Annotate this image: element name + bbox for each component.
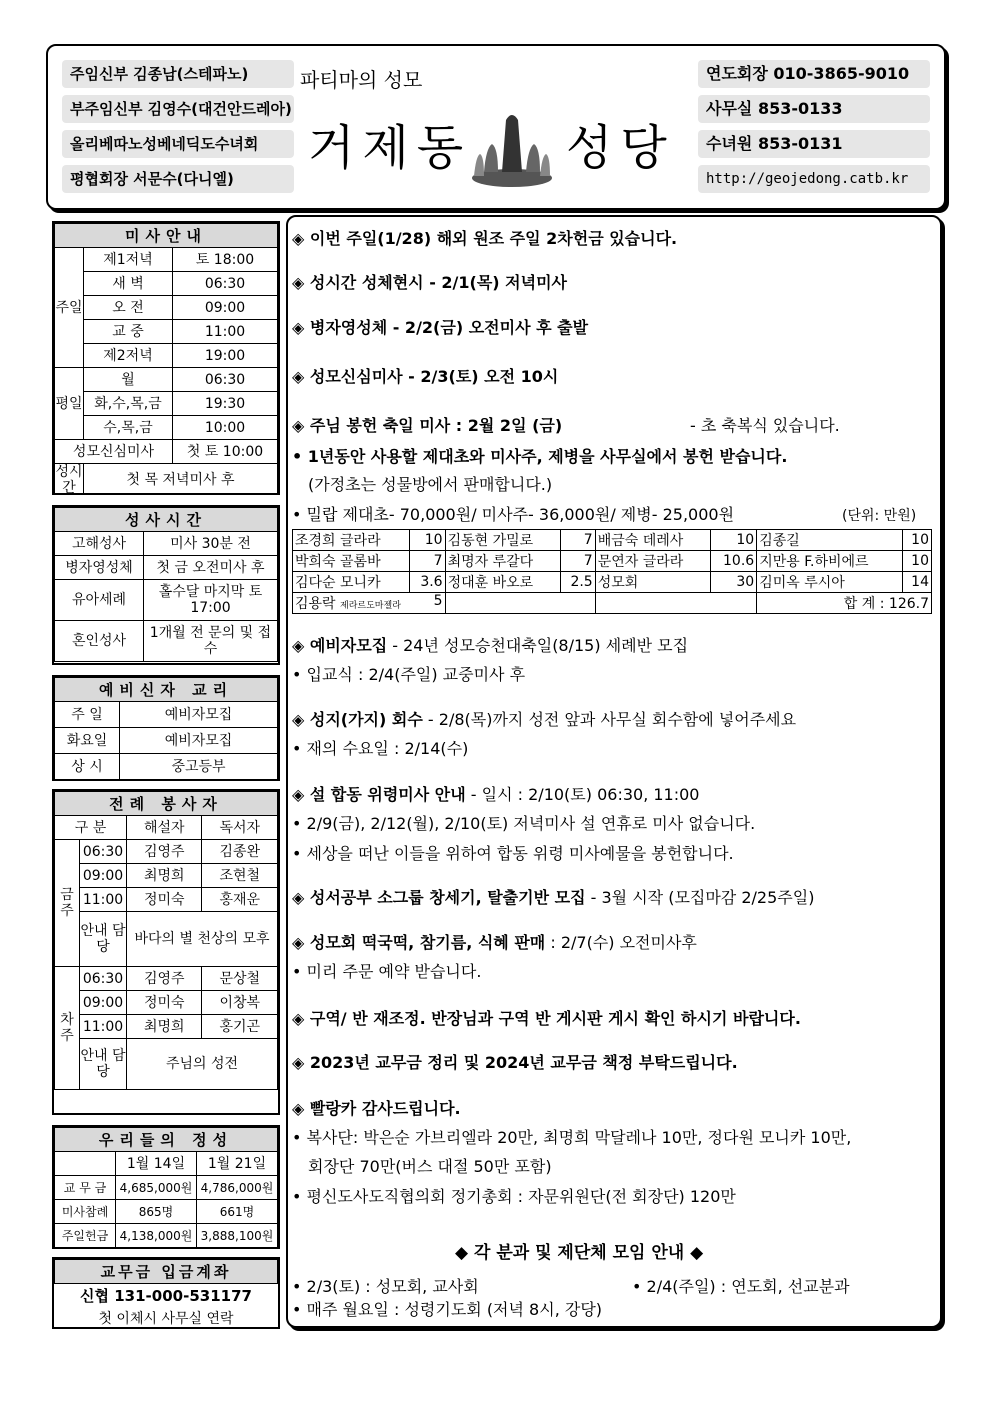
- liturgy-commentator: 최명희: [127, 864, 202, 888]
- notice-entrance-rite: • 입교식 : 2/4(주일) 교중미사 후: [292, 665, 526, 684]
- donor-name: 김다순 모니카: [293, 572, 410, 593]
- notice-sale: [292, 933, 697, 953]
- donor-amount: 14: [902, 572, 931, 593]
- donor-amount: 10: [902, 530, 931, 551]
- offering-value: 865명: [116, 1200, 197, 1224]
- donor-name: 성모회: [595, 572, 710, 593]
- notice-overseas-aid: ◈ 이번 주일(1/28) 해외 원조 주일 2차헌금 있습니다.: [292, 229, 678, 248]
- notice-catechumen-title: ◈ 예비자모집: [292, 636, 388, 655]
- donor-amount: 7: [410, 551, 445, 572]
- table-row: [293, 551, 932, 572]
- offering-value: 4,786,000원: [197, 1176, 278, 1200]
- donor-empty-cell: [595, 593, 756, 614]
- mass-row-time: 토 18:00: [173, 248, 278, 272]
- account-note: 첫 이체시 사무실 연락: [98, 1310, 234, 1327]
- sacrament-time: 홀수달 마지막 토 17:00: [144, 580, 278, 621]
- account-box: [52, 1257, 280, 1329]
- mass-row-time: 09:00: [173, 296, 278, 320]
- mass-row-label: 화,수,목,금: [84, 392, 173, 416]
- liturgy-reader: 홍재운: [202, 888, 278, 912]
- liturgy-reader: 조현철: [202, 864, 278, 888]
- catechumen-day: 화요일: [55, 728, 120, 754]
- notice-presentation-mass: ◈ 주님 봉헌 축일 미사 : 2월 2일 (금): [292, 416, 563, 435]
- notice-sick-communion: ◈ 병자영성체 - 2/2(금) 오전미사 후 출발: [292, 318, 589, 337]
- liturgy-time: 11:00: [80, 1015, 127, 1039]
- liturgy-time: 06:30: [80, 967, 127, 991]
- parish-title-right: 성당: [566, 120, 675, 176]
- table-row: [293, 530, 932, 551]
- sunday-label: 주일: [55, 248, 84, 368]
- donor-amount: 2.5: [561, 572, 596, 593]
- offering-box: [52, 1125, 280, 1249]
- donor-baptismal-name: 제라르도마젤라: [340, 601, 401, 611]
- notice-catechumen-recruit: [292, 636, 688, 656]
- funeral-leader-contact: 연도회장 010-3865-9010: [698, 60, 930, 88]
- notice-home-candle: (가정초는 성물방에서 판매합니다.): [308, 475, 553, 494]
- mass-row-time: 06:30: [173, 368, 278, 392]
- notice-bible-study: [292, 888, 814, 908]
- meeting-monday: • 매주 월요일 : 성령기도회 (저녁 8시, 강당): [292, 1300, 603, 1319]
- notice-palm-title: ◈ 성지(가지) 회수: [292, 710, 423, 729]
- mass-row-time: 19:00: [173, 344, 278, 368]
- liturgy-header: 해설자: [127, 816, 202, 840]
- sacrament-box: [52, 505, 280, 665]
- donor-empty-cell: [445, 593, 595, 614]
- offering-corner: [55, 1152, 116, 1176]
- mass-schedule-box: [52, 221, 280, 495]
- notice-mass-offering: • 세상을 떠난 이들을 위하여 합동 위령 미사예물을 봉헌합니다.: [292, 844, 734, 863]
- notice-palm-detail: - 2/8(목)까지 성전 앞과 사무실 회수함에 넣어주세요: [422, 710, 797, 729]
- donor-name: 김미옥 루시아: [757, 572, 903, 593]
- sacrament-label: 혼인성사: [55, 621, 144, 662]
- meetings-title: ◆ 각 분과 및 제단체 모임 안내 ◆: [455, 1243, 704, 1263]
- offering-value: 3,888,100원: [197, 1224, 278, 1248]
- notice-bible-title: ◈ 성서공부 소그룹 창세기, 탈출기반 모집: [292, 888, 586, 907]
- donor-name: 지만용 F.하비에르: [757, 551, 903, 572]
- catechumen-day: 상 시: [55, 754, 120, 780]
- liturgy-box: [52, 789, 280, 1115]
- donor-name: 배금숙 데레사: [595, 530, 710, 551]
- next-week-guide: 주님의 성전: [127, 1039, 278, 1090]
- notice-thanks-title: ◈ 빨랑카 감사드립니다.: [292, 1099, 461, 1118]
- notice-memorial-detail: - 일시 : 2/10(토) 06:30, 11:00: [465, 785, 700, 804]
- offering-label: 미사참례: [55, 1200, 116, 1224]
- donor-amount: 10: [902, 551, 931, 572]
- notice-thanks-servers: • 복사단: 박은순 가브리엘라 20만, 최명희 막달레나 10만, 정다원 모니카 10만,: [292, 1128, 852, 1147]
- notice-church-dues: ◈ 2023년 교무금 정리 및 2024년 교무금 책정 부탁드립니다.: [292, 1053, 738, 1072]
- liturgy-commentator: 김영주: [127, 967, 202, 991]
- liturgy-time: 06:30: [80, 840, 127, 864]
- notice-memorial-mass: [292, 785, 699, 805]
- offering-title: 우리들의 정성: [55, 1128, 278, 1152]
- liturgy-header: 독서자: [202, 816, 278, 840]
- table-row: [293, 572, 932, 593]
- mass-schedule-table: [54, 223, 278, 495]
- notice-marian-mass: ◈ 성모신심미사 - 2/3(토) 오전 10시: [292, 367, 559, 386]
- next-week-label: 차주: [55, 967, 80, 1090]
- sacrament-time: 미사 30분 전: [144, 532, 278, 556]
- offering-value: 661명: [197, 1200, 278, 1224]
- offering-table: [54, 1127, 278, 1248]
- mass-row-label: 제1저녁: [84, 248, 173, 272]
- assistant-pastor-label: 부주임신부 김영수(대건안드레아): [62, 95, 294, 123]
- meeting-saturday: • 2/3(토) : 성모회, 교사회: [292, 1277, 479, 1296]
- sacrament-title: 성사시간: [55, 508, 278, 532]
- notice-palm-collection: [292, 710, 796, 730]
- liturgy-commentator: 최명희: [127, 1015, 202, 1039]
- donation-total: 합 계 : 126.7: [757, 593, 932, 614]
- mass-row-time: 첫 토 10:00: [173, 440, 278, 464]
- catechumen-table: [54, 677, 278, 780]
- this-week-guide: 바다의 별 천상의 모후: [127, 912, 278, 967]
- council-president-label: 평협회장 서문수(다니엘): [62, 165, 294, 193]
- donor-amount: 30: [711, 572, 757, 593]
- liturgy-title: 전례 봉사자: [55, 792, 278, 816]
- donor-amount: 7: [561, 530, 596, 551]
- donor-name: 김동현 가밀로: [445, 530, 560, 551]
- donor-amount: 10.6: [711, 551, 757, 572]
- notice-candle-offering: • 1년동안 사용할 제대초와 미사주, 제병을 사무실에서 봉헌 받습니다.: [292, 447, 788, 466]
- catechumen-class: 예비자모집: [120, 702, 278, 728]
- mass-row-label: 제2저녁: [84, 344, 173, 368]
- liturgy-header: 구 분: [55, 816, 127, 840]
- offering-date: 1월 21일: [197, 1152, 278, 1176]
- sacrament-time: 첫 금 오전미사 후: [144, 556, 278, 580]
- convent-label: 올리베따노성베네딕도수녀회: [62, 130, 294, 158]
- liturgy-commentator: 김영주: [127, 840, 202, 864]
- mass-row-label: 월: [84, 368, 173, 392]
- account-table: [54, 1259, 278, 1329]
- donor-name: 김종길: [757, 530, 903, 551]
- mass-row-time: 06:30: [173, 272, 278, 296]
- mass-row-label: 수,목,금: [84, 416, 173, 440]
- table-row: [293, 593, 932, 614]
- pastor-label: 주임신부 김종남(스테파노): [62, 60, 294, 88]
- sacrament-label: 고해성사: [55, 532, 144, 556]
- weekday-label: 평일: [55, 368, 84, 440]
- donor-last: [293, 593, 446, 614]
- notice-candle-blessing: - 초 축복식 있습니다.: [690, 416, 840, 435]
- convent-phone: 수녀원 853-0131: [698, 130, 930, 158]
- mass-row-label: 오 전: [84, 296, 173, 320]
- liturgy-reader: 문상철: [202, 967, 278, 991]
- mass-row-label: 성모신심미사: [55, 440, 173, 464]
- catechumen-class: 중고등부: [120, 754, 278, 780]
- meeting-sunday: • 2/4(주일) : 연도회, 선교분과: [632, 1277, 850, 1296]
- mass-row-time: 10:00: [173, 416, 278, 440]
- donation-table: [292, 529, 932, 614]
- mass-row-label: 새 벽: [84, 272, 173, 296]
- parish-title-left: 거제동: [308, 120, 472, 176]
- guide-label: 안내 담당: [80, 912, 127, 967]
- notice-memorial-title: ◈ 설 합동 위령미사 안내: [292, 785, 466, 804]
- offering-label: 주일헌금: [55, 1224, 116, 1248]
- sacrament-time: 1개월 전 문의 및 접수: [144, 621, 278, 662]
- mass-row-label: 성시간: [55, 464, 83, 495]
- liturgy-time: 11:00: [80, 888, 127, 912]
- mass-row-label: 교 중: [84, 320, 173, 344]
- office-phone: 사무실 853-0133: [698, 95, 930, 123]
- notice-no-evening-mass: • 2/9(금), 2/12(월), 2/10(토) 저녁미사 설 연휴로 미사 없습니다.: [292, 814, 756, 833]
- notice-holy-hour: ◈ 성시간 성체현시 - 2/1(목) 저녁미사: [292, 273, 568, 292]
- donor-amount: 3.6: [410, 572, 445, 593]
- donor-amount: 10: [711, 530, 757, 551]
- this-week-label: 금주: [55, 840, 80, 967]
- mass-row-time: 11:00: [173, 320, 278, 344]
- sacrament-table: [54, 507, 278, 662]
- parish-subtitle: 파티마의 성모: [300, 68, 423, 92]
- donor-amount: 7: [561, 551, 596, 572]
- liturgy-time: 09:00: [80, 864, 127, 888]
- account-title: 교무금 입금계좌: [55, 1260, 278, 1284]
- donor-name: 김용락: [295, 596, 336, 612]
- mass-row-time: 19:30: [173, 392, 278, 416]
- donor-name: 박희숙 골롬바: [293, 551, 410, 572]
- liturgy-commentator: 정미숙: [127, 888, 202, 912]
- liturgy-reader: 김종완: [202, 840, 278, 864]
- offering-date: 1월 14일: [116, 1152, 197, 1176]
- donor-name: 정대훈 바오로: [445, 572, 560, 593]
- guide-label: 안내 담당: [80, 1039, 127, 1090]
- mass-schedule-title: 미사안내: [55, 224, 278, 248]
- catechumen-day: 주 일: [55, 702, 120, 728]
- donor-name: 조경희 글라라: [293, 530, 410, 551]
- madonna-logo: [470, 110, 554, 188]
- catechumen-title: 예비신자 교리: [55, 678, 278, 702]
- offering-value: 4,685,000원: [116, 1176, 197, 1200]
- liturgy-reader: 이창복: [202, 991, 278, 1015]
- notice-thanks-council: 회장단 70만(버스 대절 50만 포함): [308, 1157, 552, 1176]
- donor-name: 최명자 루갈다: [445, 551, 560, 572]
- notice-ash-wednesday: • 재의 수요일 : 2/14(수): [292, 739, 469, 758]
- website-link[interactable]: http://geojedong.catb.kr: [698, 165, 930, 193]
- catechumen-box: [52, 675, 280, 781]
- notice-sale-detail: : 2/7(수) 오전미사후: [545, 933, 697, 952]
- offering-value: 4,138,000원: [116, 1224, 197, 1248]
- donor-name: 문연자 글라라: [595, 551, 710, 572]
- liturgy-reader: 홍기곤: [202, 1015, 278, 1039]
- sacrament-label: 병자영성체: [55, 556, 144, 580]
- notice-unit: (단위: 만원): [842, 508, 917, 524]
- account-number: 신협 131-000-531177: [80, 1286, 252, 1305]
- notice-sale-title: ◈ 성모회 떡국떡, 참기름, 식혜 판매: [292, 933, 546, 952]
- mass-row-time: 첫 목 저녁미사 후: [84, 464, 278, 496]
- donor-amount: 5: [433, 593, 443, 609]
- notice-prices: • 밀랍 제대초- 70,000원/ 미사주- 36,000원/ 제병- 25,000원: [292, 505, 735, 524]
- liturgy-table: [54, 791, 278, 1090]
- notice-thanks-assembly: • 평신도사도직협의회 정기총회 : 자문위원단(전 회장단) 120만: [292, 1187, 736, 1206]
- notice-preorder: • 미리 주문 예약 받습니다.: [292, 962, 482, 981]
- notice-bible-detail: - 3월 시작 (모집마감 2/25주일): [585, 888, 815, 907]
- liturgy-time: 09:00: [80, 991, 127, 1015]
- donor-amount: 10: [410, 530, 445, 551]
- notice-catechumen-detail: - 24년 성모승천대축일(8/15) 세례반 모집: [387, 636, 689, 655]
- offering-label: 교 무 금: [55, 1176, 116, 1200]
- liturgy-commentator: 정미숙: [127, 991, 202, 1015]
- notice-district-reorg: ◈ 구역/ 반 재조정. 반장님과 구역 반 게시판 게시 확인 하시기 바랍니다.: [292, 1009, 801, 1028]
- catechumen-class: 예비자모집: [120, 728, 278, 754]
- sacrament-label: 유아세례: [55, 580, 144, 621]
